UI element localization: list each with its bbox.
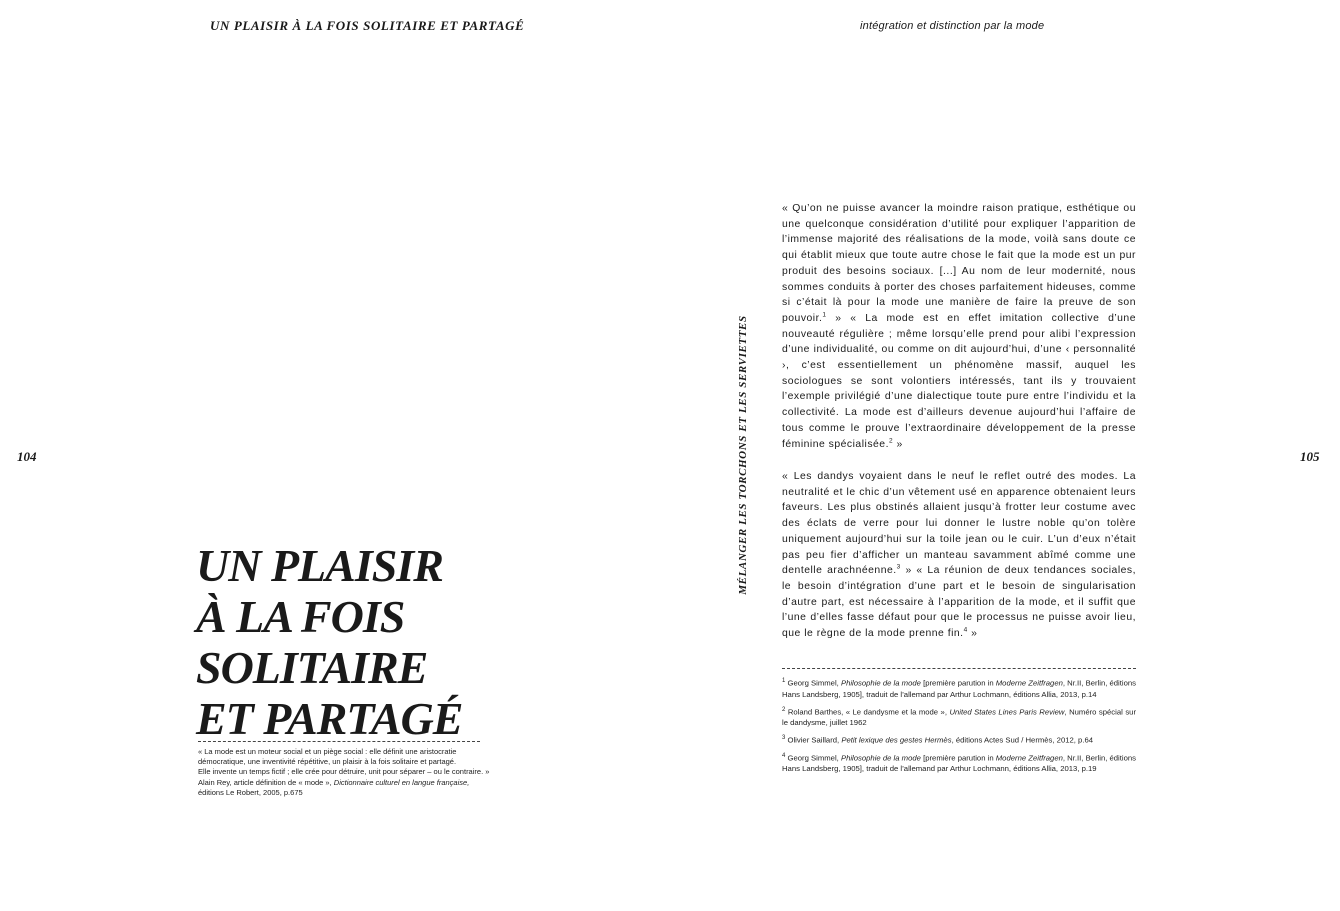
body-paragraph-1 bbox=[782, 201, 1136, 452]
footnotes-divider bbox=[782, 668, 1136, 669]
footnote-text: , éditions Actes Sud / Hermès, 2012, p.64 bbox=[951, 735, 1094, 745]
footnote-ref: 3 bbox=[896, 563, 901, 571]
footnotes bbox=[782, 676, 1136, 779]
paragraph-text: « Les dandys voyaient dans le neuf le reflet outré des modes. La neutralité et le chic d’un vêtement usé en apparence obtenaient leurs faveurs. Les plus obstinés allaient jusqu’à frotter leur costume avec des éclats de verre pour lui donner le lustre noble qu’on tolère uniquement aujourd’hui sur la toile jean ou le cuir. L’un d’eux n’était pas peu fier d’afficher un manteau savamment abîmé comme une dentelle arachnéenne. bbox=[782, 471, 1136, 577]
footnote-text: Georg Simmel, bbox=[787, 678, 841, 688]
epigraph-source-title: Dictionnaire culturel en langue française, bbox=[333, 777, 470, 787]
epigraph-source-author: Alain Rey, article définition de « mode », bbox=[198, 777, 334, 787]
footnote-text: Roland Barthes, « Le dandysme et la mode », bbox=[787, 707, 950, 717]
footnote-title: Philosophie de la mode bbox=[840, 753, 921, 763]
footnote bbox=[782, 733, 1136, 746]
running-header-left: UN PLAISIR À LA FOIS SOLITAIRE ET PARTAGÉ bbox=[210, 18, 525, 33]
footnote bbox=[782, 705, 1136, 729]
footnote-title: Moderne Zeitfragen bbox=[995, 678, 1063, 688]
footnote-title: Moderne Zeitfragen bbox=[995, 753, 1063, 763]
paragraph-text: » bbox=[893, 438, 903, 450]
paragraph-text: » « La mode est en effet imitation collective d’une nouveauté régulière ; même lorsqu’elle prend pour alibi l’expression d’une individualité, ou comme on dit aujourd’hui, d’une ‹ personnalité ›, c’est essentiellement un phénomène massif, auquel les sociologues se sont volontiers intéressés, tant ils y trouvaient l’exemple privilégié d’une dialectique toute pure entre l’individu et la collectivité. La mode est d’ailleurs devenue aujourd’hui l’affaire de tous comme le prouve l’extraordinaire développement de la presse féminine spécialisée. bbox=[782, 312, 1136, 450]
vertical-section-label: MÉLANGER LES TORCHONS ET LES SERVIETTES bbox=[737, 315, 749, 595]
footnote-ref: 1 bbox=[822, 311, 827, 319]
footnote-text: , Numéro spécial sur le dandysme, juillet 1962 bbox=[782, 707, 1137, 728]
epigraph-line: « La mode est un moteur social et un piège social : elle définit une aristocratie bbox=[198, 747, 457, 756]
running-header-right: intégration et distinction par la mode bbox=[860, 20, 1045, 32]
epigraph-line: démocratique, une inventivité répétitive, un plaisir à la fois solitaire et partagé. bbox=[198, 757, 457, 767]
chapter-title-line: SOLITAIRE bbox=[196, 642, 428, 693]
paragraph-text: » bbox=[967, 628, 978, 640]
footnote bbox=[782, 676, 1136, 700]
footnote-text: [première parution in bbox=[920, 753, 996, 763]
epigraph-line: Elle invente un temps fictif ; elle crée pour détruire, unit pour séparer – ou le contraire. » bbox=[198, 767, 490, 777]
footnote-ref: 4 bbox=[963, 626, 968, 634]
body-paragraph-2 bbox=[782, 469, 1136, 642]
footnote-number: 4 bbox=[782, 752, 786, 759]
footnote-text: [première parution in bbox=[920, 678, 996, 688]
chapter-title-line: ET PARTAGÉ bbox=[196, 693, 463, 744]
footnote-number: 3 bbox=[782, 735, 786, 742]
page-number-left: 104 bbox=[17, 449, 37, 464]
epigraph-publisher: éditions Le Robert, 2005, p.675 bbox=[198, 787, 303, 797]
footnote-title: Petit lexique des gestes Hermès bbox=[841, 735, 952, 745]
paragraph-text: « Qu’on ne puisse avancer la moindre raison pratique, esthétique ou une quelconque considération d’utilité pour expliquer l’apparition de l’immense majorité des réalisations de la mode, voilà sans doute ce qui établit mieux que toute autre chose le fait que la mode est un pur produit des besoins sociaux. [...] Au nom de leur modernité, nous sommes conduits à porter des choses parfaitement hideuses, comme si c’était là pour la mode une manière de faire la preuve de son pouvoir. bbox=[782, 203, 1136, 324]
footnote-number: 2 bbox=[782, 706, 786, 713]
chapter-title-line: À LA FOIS bbox=[196, 591, 405, 642]
epigraph-divider bbox=[198, 741, 480, 742]
footnote-number: 1 bbox=[782, 678, 786, 684]
chapter-title bbox=[196, 540, 462, 744]
paragraph-text: » « La réunion de deux tendances sociales, le besoin d’intégration d’une part et le besoin de singularisation d’autre part, est nécessaire à l’apparition de la mode, et il suffit que l’une d’elles fasse défaut pour que le processus ne puisse avoir lieu, que le règne de la mode prenne fin. bbox=[782, 565, 1136, 640]
footnote-text: , Nr.II, Berlin, éditions Hans Landsberg, 1905], traduit de l’allemand par Arthur Lochmann, éditions Allia, 2013, p.14 bbox=[782, 678, 1137, 699]
chapter-title-line: UN PLAISIR bbox=[196, 540, 443, 591]
footnote-text: Olivier Saillard, bbox=[787, 735, 842, 745]
footnote-text: , Nr.II, Berlin, éditions Hans Landsberg, 1905], traduit de l’allemand par Arthur Lochmann, éditions Allia, 2013, p.19 bbox=[782, 753, 1137, 774]
footnote-title: Philosophie de la mode bbox=[840, 678, 921, 688]
page-number-right: 105 bbox=[1300, 449, 1320, 464]
footnote-title: United States Lines Paris Review bbox=[949, 707, 1065, 717]
footnote-ref: 2 bbox=[888, 437, 894, 445]
footnote bbox=[782, 751, 1136, 775]
footnote-text: Georg Simmel, bbox=[787, 753, 841, 763]
epigraph-source bbox=[198, 778, 558, 788]
epigraph bbox=[198, 747, 558, 798]
